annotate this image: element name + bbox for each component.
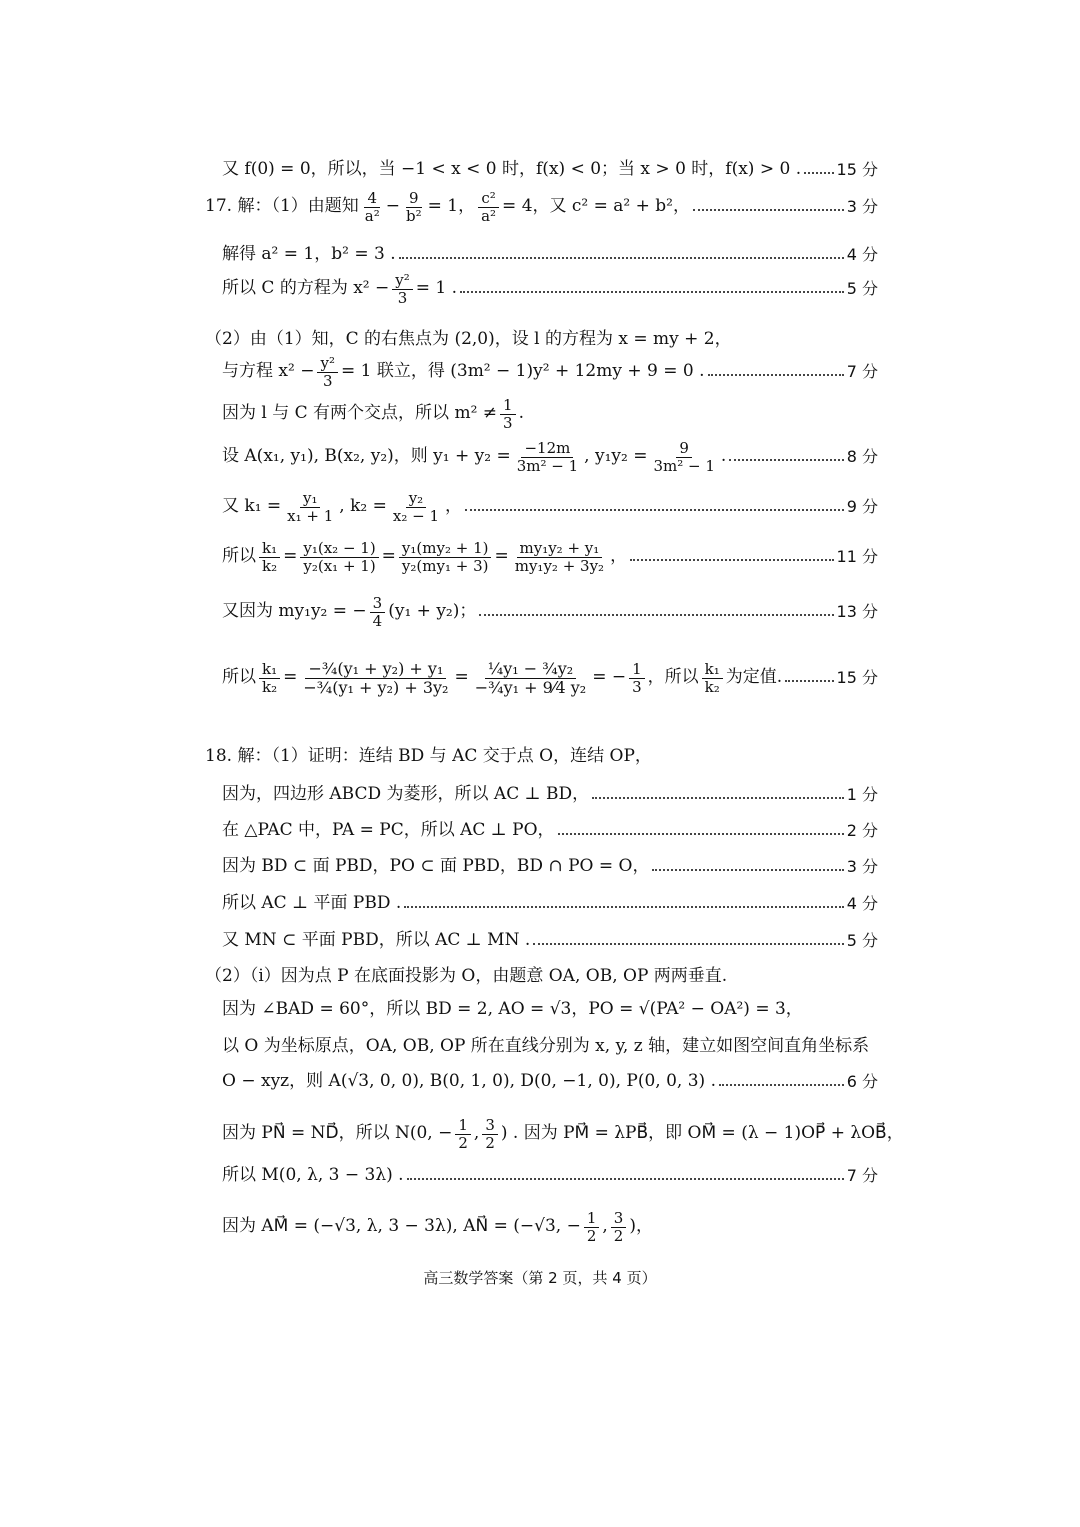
- score: 2 分: [846, 820, 878, 840]
- line-18-2: 在 △PAC 中，PA = PC，所以 AC ⊥ PO， 2 分: [222, 820, 878, 840]
- line-18-3: 因为 BD ⊂ 面 PBD，PO ⊂ 面 PBD，BD ∩ PO = O， 3 分: [222, 856, 878, 876]
- line-17-9: 所以 $\frac{\text{k₁}}{\text{k₂}}$ = $\frac{\text{y₁(x₂ − 1)}}{\text{y₂(x₁ + 1)}}$ = $\frac{\text{y₁(my₂ + 1)}}{\text{y₂(my₁ + 3)}}$ = $\frac{\text{my₁y₂ + y₁}}{\text{my₁y₂ + 3y₂}}$ ， 11 分: [222, 539, 878, 575]
- score: 3 分: [846, 856, 878, 876]
- line-18-1: 因为，四边形 ABCD 为菱形，所以 AC ⊥ BD， 1 分: [222, 784, 878, 804]
- line-18-8: 以 O 为坐标原点，OA, OB, OP 所在直线分别为 x, y, z 轴，建立如图空间直角坐标系: [222, 1036, 870, 1056]
- score: 1 分: [846, 784, 878, 804]
- line-18-11: 所以 M(0, λ, 3 − 3λ) . 7 分: [222, 1165, 878, 1185]
- score: 5 分: [846, 930, 878, 950]
- page-footer: 高三数学答案（第 2 页，共 4 页）: [423, 1269, 657, 1287]
- score: 15 分: [836, 159, 878, 179]
- line-15-end: 又 f(0) = 0，所以，当 −1 < x < 0 时，f(x) < 0；当 x > 0 时，f(x) > 0 . 15 分: [222, 159, 878, 179]
- line-18-12: 因为 AM⃗ = (−√3, λ, 3 − 3λ), AN⃗ = (−√3, − $\frac{1}{2}$ , $\frac{3}{2}$ )，: [222, 1209, 653, 1245]
- score: 4 分: [846, 244, 878, 264]
- score: 9 分: [846, 496, 878, 516]
- score: 5 分: [846, 278, 878, 298]
- score: 7 分: [846, 1165, 878, 1185]
- score: 7 分: [846, 361, 878, 381]
- line-18-4: 所以 AC ⊥ 平面 PBD . 4 分: [222, 893, 878, 913]
- score: 13 分: [836, 601, 878, 621]
- line-17-8: 又 k₁ = $\frac{\text{y₁}}{\text{x₁ + 1}}$ , k₂ = $\frac{\text{y₂}}{\text{x₂ − 1}}$ ， 9 分: [222, 489, 878, 525]
- line-17-6: 因为 l 与 C 有两个交点，所以 m² ≠ $\frac{1}{3}$ .: [222, 396, 524, 432]
- score: 8 分: [846, 446, 878, 466]
- score: 11 分: [836, 546, 878, 566]
- line-17-2: 解得 a² = 1，b² = 3 . 4 分: [222, 244, 878, 264]
- line-17-11: 所以 $\frac{\text{k₁}}{\text{k₂}}$ = $\frac{\text{−¾(y₁ + y₂) + y₁}}{\text{−¾(y₁ + y₂) + 3y₂}}$ = $\frac{\text{¼y₁ − ¾y₂}}{\text{−¾y₁ + 9⁄4 y₂}}$ = − $\frac{1}{3}$ ，所以 $\frac{\text{k₁}}{\text{k₂}}$ 为定值. 15 分: [222, 659, 878, 697]
- line-17-10: 又因为 my₁y₂ = − $\frac{3}{4}$ (y₁ + y₂)； 13 分: [222, 594, 878, 630]
- line-18-6: （2）（ⅰ）因为点 P 在底面投影为 O，由题意 OA, OB, OP 两两垂直.: [205, 966, 728, 986]
- line-17-4: （2）由（1）知，C 的右焦点为 (2,0)，设 l 的方程为 x = my + 2，: [205, 329, 732, 349]
- line-17-7: 设 A(x₁, y₁), B(x₂, y₂)，则 y₁ + y₂ = $\frac{-12m}{\text{3m² − 1}}$ , y₁y₂ = $\frac{9}{\text{3m² − 1}}$ . 8 分: [222, 439, 878, 475]
- line-17-5: 与方程 x² − $\frac{\text{y²}}{3}$ = 1 联立，得 (3m² − 1)y² + 12my + 9 = 0 . 7 分: [222, 354, 878, 390]
- score: 15 分: [836, 667, 878, 687]
- score: 4 分: [846, 893, 878, 913]
- line-18-5: 又 MN ⊂ 平面 PBD，所以 AC ⊥ MN . 5 分: [222, 930, 878, 950]
- line-18-7: 因为 ∠BAD = 60°，所以 BD = 2, AO = √3，PO = √(PA² − OA²) = 3，: [222, 999, 803, 1019]
- line-18-0: 18. 解：（1）证明：连结 BD 与 AC 交于点 O，连结 OP，: [205, 746, 652, 766]
- score: 6 分: [846, 1071, 878, 1091]
- score: 3 分: [846, 196, 878, 216]
- line-18-10: 因为 PN⃗ = ND⃗，所以 N(0, − $\frac{1}{2}$ , $\frac{3}{2}$ ) . 因为 PM⃗ = λPB⃗，即 OM⃗ = (λ − 1)OP⃗ + λOB⃗，: [222, 1116, 904, 1152]
- line-18-9: O − xyz，则 A(√3, 0, 0), B(0, 1, 0), D(0, −1, 0), P(0, 0, 3) . 6 分: [222, 1071, 878, 1091]
- line-17-3: 所以 C 的方程为 x² − $\frac{\text{y²}}{3}$ = 1 . 5 分: [222, 271, 878, 307]
- line-17-1: 17. 解：（1）由题知 $\frac{4}{\text{a²}}$ − $\frac{9}{\text{b²}}$ = 1， $\frac{\text{c²}}{\text{a²}}$ = 4，又 c² = a² + b²， 3 分: [205, 189, 878, 225]
